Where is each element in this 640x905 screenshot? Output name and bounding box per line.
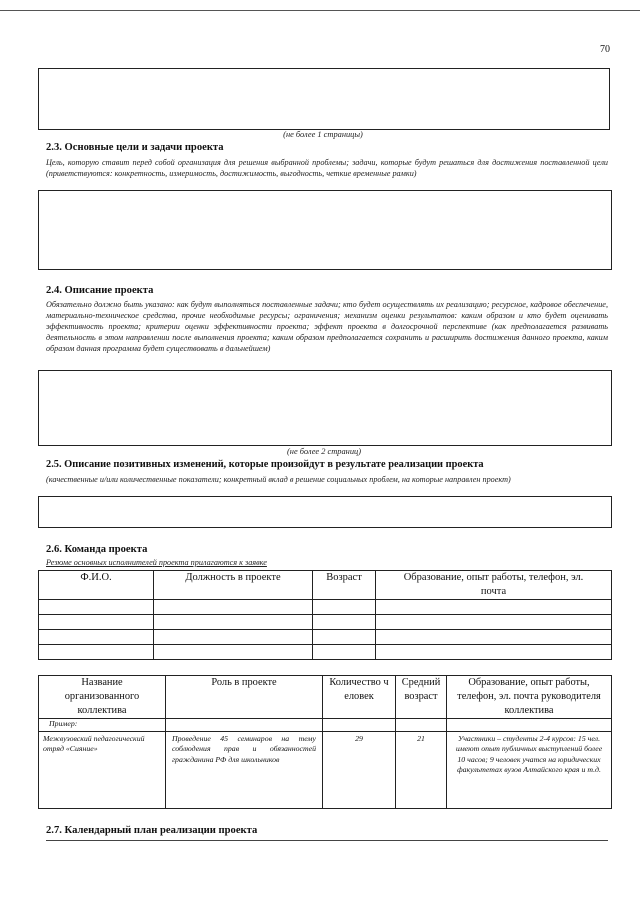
section-2-4-description: Обязательно должно быть указано: как будут выполняться поставленные задачи; кто будет осуществлять их реализацию; ресурсное, кадровое обеспечение, материально-техническое средства, прочие необходимые ресурсы; ограничения; механизм оценки результатов: каким образом и кто будет оценивать эффективность проекта; критерии оценки эффективности проекта; эффект проекта в долгосрочной перспективе (как предполагается развивать деятельность в этом направлении после выполнения проекта; каким образом предполагается сохранить и расширить достижения данного проекта, каким образом данная программа будет существовать в дальнейшем) <box>46 300 608 353</box>
table-row <box>39 615 612 630</box>
section-2-3-heading: 2.3. Основные цели и задачи проекта <box>46 142 224 153</box>
table-cell[interactable] <box>39 615 154 630</box>
top-box-note: (не более 1 страницы) <box>283 130 363 139</box>
table-row <box>39 630 612 645</box>
collective-col-name: Название организованного коллектива <box>39 676 166 719</box>
team-col-position: Должность в проекте <box>154 571 313 600</box>
table-row <box>39 732 612 809</box>
team-col-education: Образование, опыт работы, телефон, эл. почта <box>376 571 612 600</box>
table-cell[interactable] <box>313 630 376 645</box>
section-2-5-heading: 2.5. Описание позитивных изменений, которые произойдут в результате реализации проекта <box>46 459 484 470</box>
table-cell[interactable] <box>154 600 313 615</box>
section-2-3-description: Цель, которую ставит перед собой организация для решения выбранной проблемы; задачи, которые будут решаться для достижения поставленной цели (приветствуются: конкретность, измеримость, достижимость, выгодность, четкие временные рамки) <box>46 158 608 178</box>
table-cell[interactable] <box>313 645 376 660</box>
table-cell[interactable] <box>154 615 313 630</box>
table-cell[interactable] <box>39 645 154 660</box>
collective-col-count: Количество человек <box>323 676 396 719</box>
table-cell[interactable] <box>154 645 313 660</box>
top-text-box[interactable] <box>38 68 610 130</box>
section-2-5-input-box[interactable] <box>38 496 612 528</box>
example-label-row <box>39 719 612 732</box>
section-2-3-input-box[interactable] <box>38 190 612 270</box>
section-2-4-input-box[interactable] <box>38 370 612 446</box>
table-cell[interactable] <box>39 600 154 615</box>
table-cell[interactable] <box>313 615 376 630</box>
top-rule <box>0 10 640 11</box>
example-count: 29 <box>323 732 396 809</box>
table-cell[interactable] <box>313 600 376 615</box>
table-cell[interactable] <box>376 615 612 630</box>
collective-col-role: Роль в проекте <box>166 676 323 719</box>
example-name: Межвузовский педагогический отряд «Сияние» <box>39 732 166 809</box>
section-2-6-note: Резюме основных исполнителей проекта прилагаются к заявке <box>46 558 267 567</box>
team-table <box>38 570 612 660</box>
table-cell[interactable] <box>376 630 612 645</box>
section-2-4-note: (не более 2 страниц) <box>287 447 361 456</box>
table-row <box>39 645 612 660</box>
section-2-5-description: (качественные и/или количественные показатели; конкретный вклад в решение социальных проблем, на которые направлен проект) <box>46 475 511 484</box>
collective-col-avg-age: Средний возраст <box>396 676 447 719</box>
section-2-7-heading: 2.7. Календарный план реализации проекта <box>46 825 258 836</box>
table-cell[interactable] <box>39 630 154 645</box>
table-cell[interactable] <box>376 600 612 615</box>
team-col-age: Возраст <box>313 571 376 600</box>
example-education: Участники – студенты 2-4 курсов: 15 чел. имеют опыт публичных выступлений более 10 часов; 9 человек учатся на юридических факультетах вузов Алтайского края и т.д. <box>447 732 612 809</box>
team-col-name: Ф.И.О. <box>39 571 154 600</box>
collective-table <box>38 675 612 809</box>
table-cell[interactable] <box>376 645 612 660</box>
example-avg-age: 21 <box>396 732 447 809</box>
section-2-6-heading: 2.6. Команда проекта <box>46 544 148 555</box>
table-row <box>39 600 612 615</box>
example-label: Пример: <box>39 719 166 732</box>
section-2-7-rule <box>46 840 608 841</box>
collective-col-education: Образование, опыт работы, телефон, эл. почта руководителя коллектива <box>447 676 612 719</box>
page-number: 70 <box>600 44 610 55</box>
table-cell[interactable] <box>154 630 313 645</box>
example-role: Проведение 45 семинаров на тему соблюдения прав и обязанностей гражданина РФ для школьников <box>166 732 323 809</box>
section-2-4-heading: 2.4. Описание проекта <box>46 285 154 296</box>
